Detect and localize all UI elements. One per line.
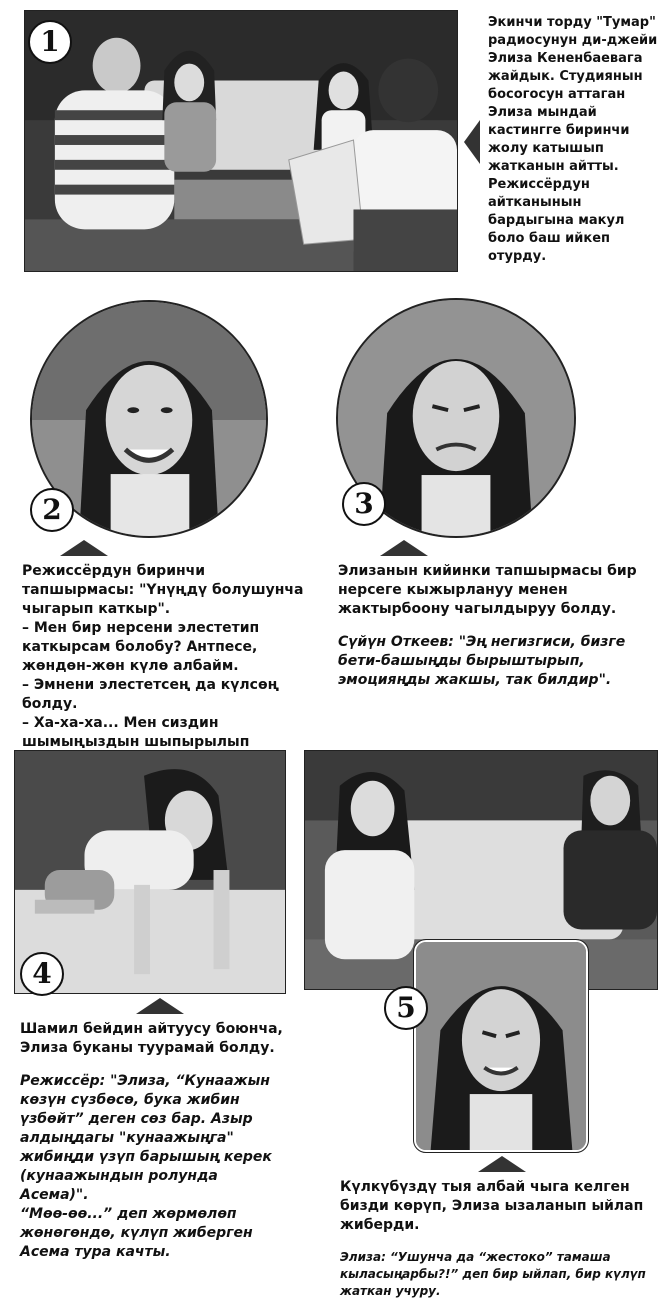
- pointer-arrow-1: [464, 120, 480, 164]
- panel-number-badge-2: 2: [30, 488, 74, 532]
- caption-panel-2: [22, 562, 312, 771]
- caption-panel-5: [340, 1178, 650, 1300]
- caption-panel-4-line-1: Шамил бейдин айтуусу боюнча, Элиза буканы туурамай болду.: [20, 1021, 283, 1056]
- caption-panel-5-line-1: Күлкүбүздү тыя албай чыга келген бизди көрүп, Элиза ызаланып ыйлап жиберди.: [340, 1179, 644, 1233]
- caption-panel-3-line-1: Элизанын кийинки тапшырмасы бир нерсеге кыжырлануу менен жактырбоону чагылдыруу болду.: [338, 563, 637, 617]
- caption-panel-2-line-3: – Эмнени элестетсең да күлсөң болду.: [22, 677, 279, 712]
- caption-panel-3-line-2: Сүйүн Откеев: "Эң негизгиси, бизге бети-башыңды бырыштырып, эмоцияңды жакшы, так билдир".: [338, 634, 626, 688]
- pointer-arrow-4: [136, 998, 184, 1014]
- caption-panel-2-line-4: – Ха-ха-ха... Мен сиздин шымыңыздын шыпырылып: [22, 715, 250, 750]
- caption-panel-5-line-2: Элиза: “Ушунча да “жестоко” тамаша кыласыңарбы?!” деп бир ыйлап, бир күлүп жаткан учуру.: [340, 1250, 646, 1298]
- pointer-arrow-2: [60, 540, 108, 556]
- panel-number-badge-1: 1: [28, 20, 72, 64]
- caption-panel-2-line-2: – Мен бир нерсени элестетип каткырсам болобу? Антпесе, жөндөн-жөн күлө албайм.: [22, 620, 260, 674]
- caption-panel-1: Экинчи торду "Тумар" радиосунун ди-джейи Элиза Кененбаевага жайдык. Студиянын босогосун аттаган Элиза мындай кастингге биринчи жолу катышып жатканын айтты. Режиссёрдун айтканынын бардыгына макул боло баш ийкеп отурду.: [488, 15, 658, 264]
- photo-casting-studio: [24, 10, 458, 272]
- panel-number-badge-5: 5: [384, 986, 428, 1030]
- caption-panel-3: [338, 562, 644, 690]
- pointer-arrow-3: [380, 540, 428, 556]
- caption-panel-4: [20, 1020, 288, 1262]
- panel-number-badge-3: 3: [342, 482, 386, 526]
- caption-panel-4-line-3: “Мөө-өө...” деп жөрмөлөп жөнөгөндө, күлүп жиберген Асема тура качты.: [20, 1206, 253, 1260]
- caption-panel-4-line-2: Режиссёр: "Элиза, “Кунаажын көзүн сүзбөсө, бука жибин үзбөйт” деген сөз бар. Азыр алдыңдагы "кунаажыңга" жибиңди үзүп барышың керек (кунаажындын ролунда Асема)".: [20, 1073, 272, 1203]
- pointer-arrow-5: [478, 1156, 526, 1172]
- photo-eliza-crying: [414, 940, 588, 1152]
- panel-number-badge-4: 4: [20, 952, 64, 996]
- caption-panel-2-line-1: Режиссёрдун биринчи тапшырмасы: "Үнүңдү болушунча чыгарып каткыр".: [22, 563, 304, 617]
